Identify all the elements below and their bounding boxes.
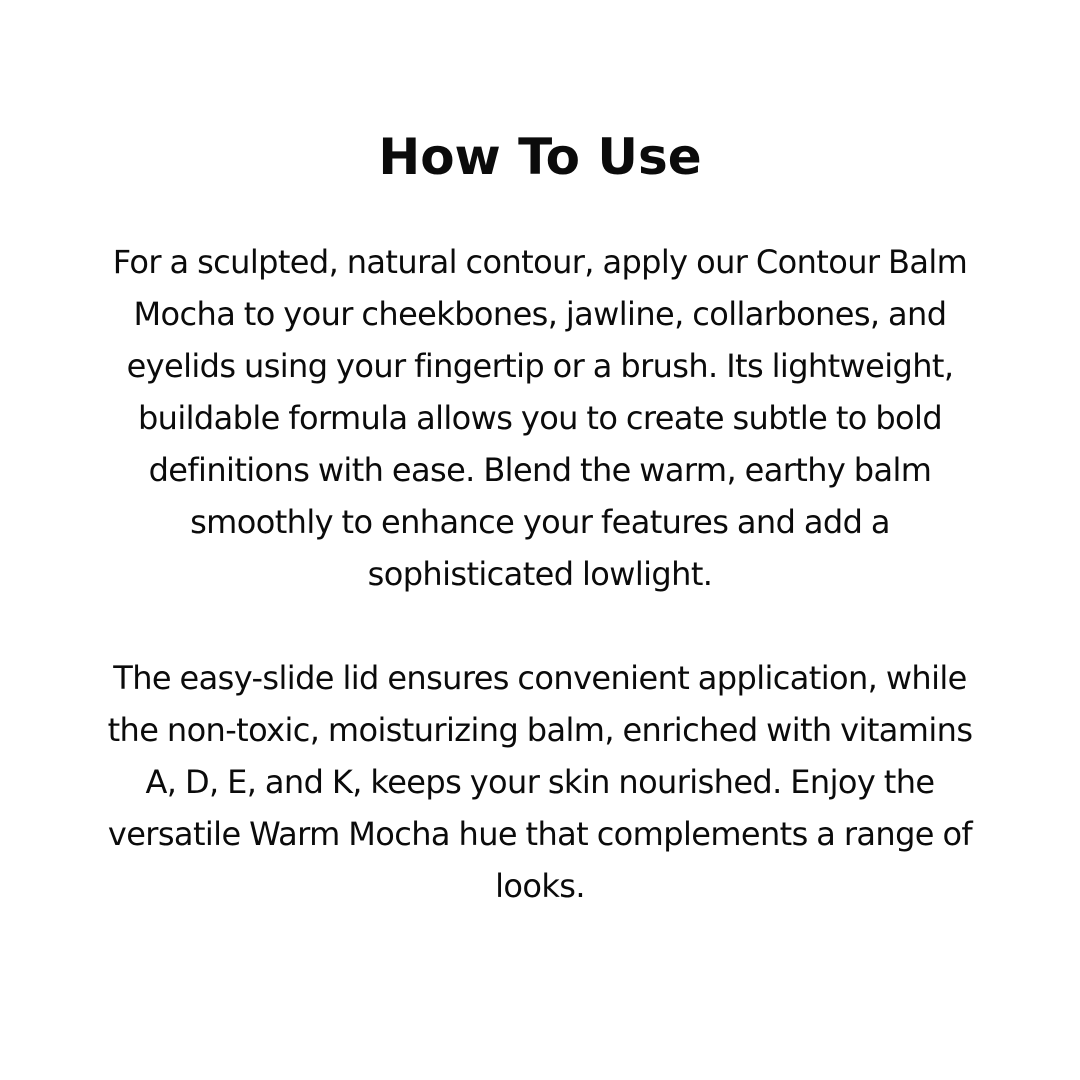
- page-title: How To Use: [378, 128, 702, 186]
- usage-paragraph-benefits: The easy-slide lid ensures convenient application, while the non-toxic, moisturizing balm, enriched with vitamins A, D, E, and K, keeps your skin nourished. Enjoy the versatile Warm Mocha hue that complements a range of looks.: [107, 659, 973, 905]
- usage-paragraph-application: For a sculpted, natural contour, apply our Contour Balm Mocha to your cheekbones, jawline, collarbones, and eyelids using your fingertip or a brush. Its lightweight, buildable formula allows you to create subtle to bold definitions with ease. Blend the warm, earthy balm smoothly to enhance your features and add a sophisticated lowlight.: [112, 243, 968, 593]
